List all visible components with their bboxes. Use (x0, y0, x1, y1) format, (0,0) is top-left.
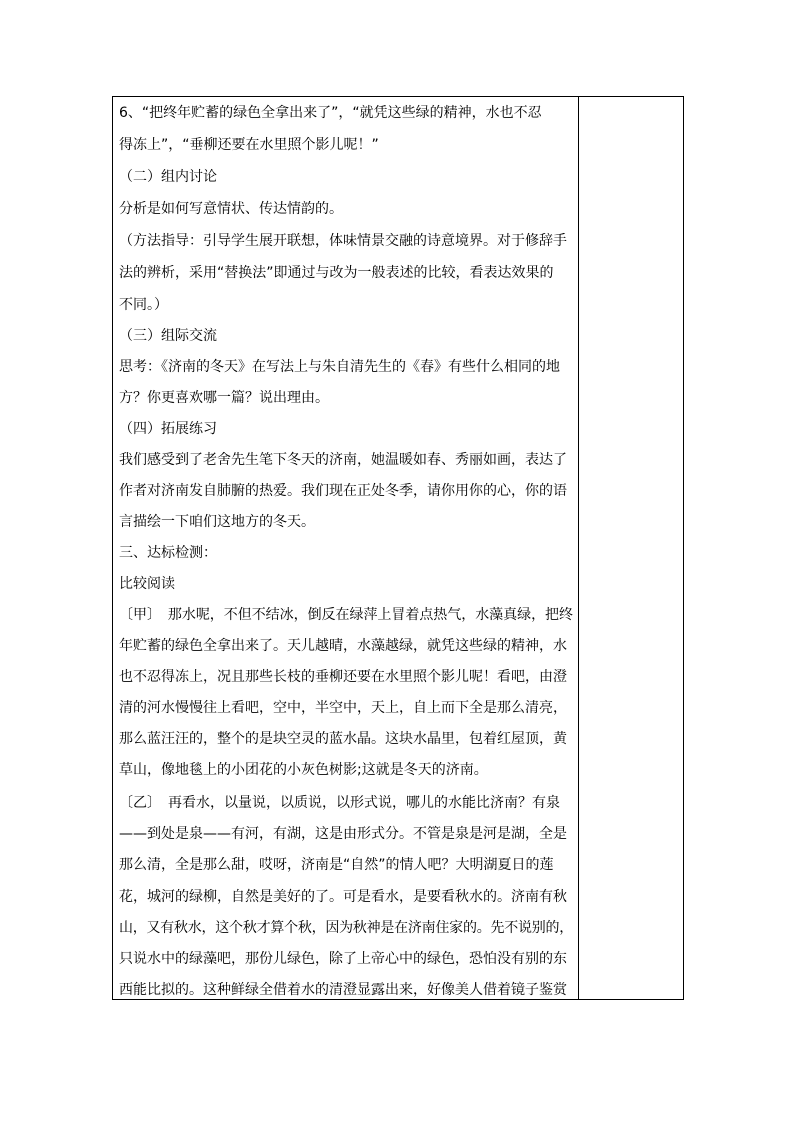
text-line: 西能比拟的。这种鲜绿全借着水的清澄显露出来，好像美人借着镜子鉴赏 (119, 982, 567, 998)
lesson-table (112, 96, 684, 1000)
section-heading: 三、达标检测： (119, 545, 217, 561)
text-line: 作者对济南发自肺腑的热爱。我们现在正处冬季，请你用你的心，你的语 (119, 483, 567, 499)
text-line: 草山，像地毯上的小团花的小灰色树影;这就是冬天的济南。 (119, 762, 488, 778)
text-line: 只说水中的绿藻吧，那份儿绿色，除了上帝心中的绿色，恐怕没有别的东 (119, 951, 567, 967)
text-line: 年贮蓄的绿色全拿出来了。天儿越晴，水藻越绿，就凭这些绿的精神，水 (119, 638, 567, 654)
section-heading: 比较阅读 (119, 576, 175, 592)
section-heading: （三）组际交流 (119, 328, 217, 344)
text-line: 言描绘一下咱们这地方的冬天。 (119, 514, 315, 530)
text-line: 我们感受到了老舍先生笔下冬天的济南，她温暖如春、秀丽如画，表达了 (119, 452, 567, 468)
text-line: 〔乙〕 再看水，以量说，以质说，以形式说，哪儿的水能比济南？有泉 (119, 795, 560, 811)
section-heading: （四）拓展练习 (119, 421, 217, 437)
text-line: （方法指导：引导学生展开联想，体味情景交融的诗意境界。对于修辞手 (119, 233, 567, 249)
text-line: 得冻上”，“垂柳还要在水里照个影儿呢！” (119, 137, 379, 153)
section-heading: （二）组内讨论 (119, 169, 217, 185)
text-line: 山，又有秋水，这个秋才算个秋，因为秋神是在济南住家的。先不说别的， (119, 920, 573, 936)
notes-cell (579, 97, 684, 999)
text-line: 方？你更喜欢哪一篇？说出理由。 (119, 390, 329, 406)
text-line: 法的辨析，采用“替换法”即通过与改为一般表述的比较，看表达效果的 (119, 265, 554, 281)
text-line: 〔甲〕 那水呢，不但不结冰，倒反在绿萍上冒着点热气，水藻真绿，把终 (119, 607, 573, 623)
text-line: 清的河水慢慢往上看吧，空中，半空中，天上，自上而下全是那么清亮， (119, 700, 567, 716)
text-line: 那么蓝汪汪的，整个的是块空灵的蓝水晶。这块水晶里，包着红屋顶，黄 (119, 731, 567, 747)
text-line: 那么清，全是那么甜，哎呀，济南是“自然”的情人吧？大明湖夏日的莲 (119, 857, 554, 873)
lesson-content-cell (119, 97, 575, 999)
text-line: 6、“把终年贮蓄的绿色全拿出来了”，“就凭这些绿的精神，水也不忍 (119, 105, 542, 121)
text-line: ——到处是泉——有河，有湖，这是由形式分。不管是泉是河是湖，全是 (119, 826, 567, 842)
text-line: 不同。） (119, 297, 168, 313)
text-line: 分析是如何写意情状、传达情韵的。 (119, 201, 343, 217)
text-line: 思考：《济南的冬天》在写法上与朱自清先生的《春》有些什么相同的地 (119, 359, 560, 375)
text-line: 花，城河的绿柳，自然是美好的了。可是看水，是要看秋水的。济南有秋 (119, 889, 567, 905)
text-line: 也不忍得冻上，况且那些长枝的垂柳还要在水里照个影儿呢！看吧，由澄 (119, 669, 567, 685)
